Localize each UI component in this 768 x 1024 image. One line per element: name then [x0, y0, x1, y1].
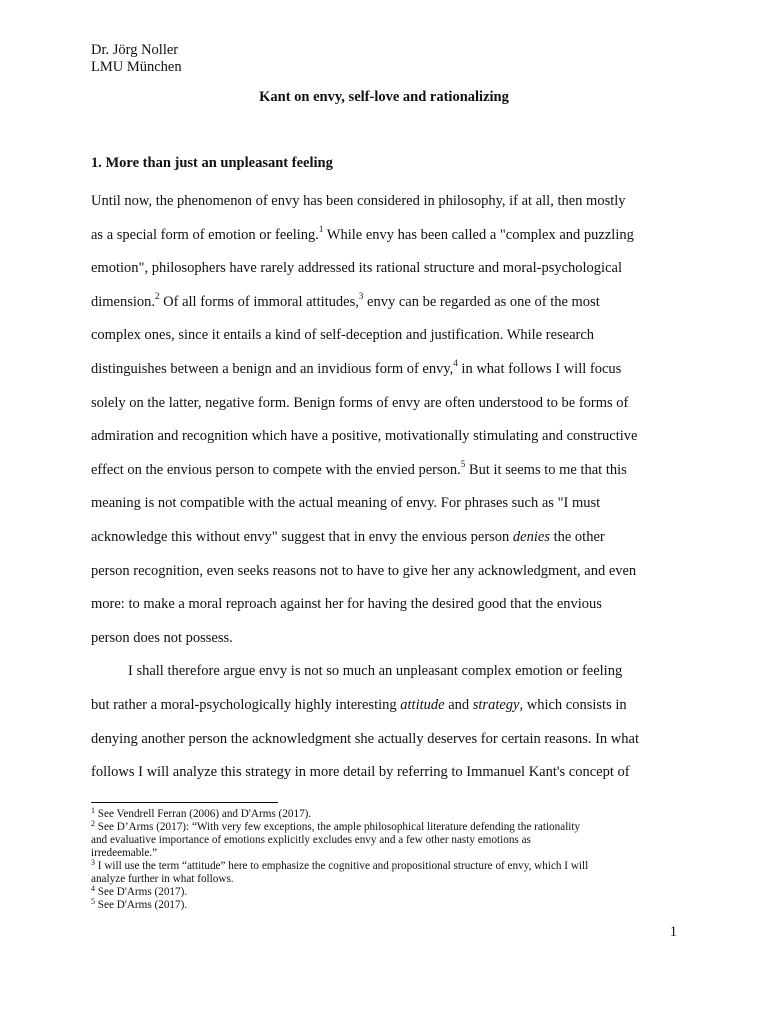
text-span: the other [549, 528, 605, 545]
text-line [91, 655, 691, 689]
footnote-line [91, 899, 691, 912]
text-span: follows I will analyze this strategy in more detail by referring to Immanuel Kant's concept of [91, 764, 630, 781]
text-span: acknowledge this without envy" suggest that in envy the envious person [91, 528, 513, 545]
footnote-ref[interactable]: 3 [358, 290, 364, 301]
footnote-text: irredeemable.” [91, 847, 158, 859]
text-line [91, 588, 691, 622]
text-span: meaning is not compatible with the actual meaning of envy. For phrases such as "I must [91, 495, 601, 512]
footnote-line [91, 886, 691, 899]
footnote-number: 1 [91, 806, 95, 815]
author-header [91, 42, 182, 76]
footnote-ref[interactable]: 5 [460, 458, 466, 469]
text-line [91, 420, 691, 454]
text-span: , which consists in [519, 696, 627, 713]
text-line [91, 387, 691, 421]
section-heading: 1. More than just an unpleasant feeling [91, 155, 333, 171]
footnote-text: and evaluative importance of emotions explicitly excludes envy and a few other nasty emotions as [91, 834, 531, 846]
text-span: solely on the latter, negative form. Benign forms of envy are often understood to be forms of [91, 394, 629, 411]
text-span: denying another person the acknowledgment she actually deserves for certain reasons. In what [91, 730, 639, 747]
text-line [91, 521, 691, 555]
text-span: emotion", philosophers have rarely addressed its rational structure and moral-psychological [91, 260, 622, 277]
text-span: but rather a moral-psychologically highly interesting [91, 696, 401, 713]
text-line [91, 319, 691, 353]
text-line [91, 286, 691, 320]
footnote-number: 3 [91, 858, 95, 867]
footnote-line [91, 821, 691, 834]
text-span: Until now, the phenomenon of envy has been considered in philosophy, if at all, then mostly [91, 193, 626, 209]
footnote-text: See D'Arms (2017). [95, 899, 188, 911]
italic-span: attitude [400, 696, 445, 713]
text-span: in what follows I will focus [457, 360, 622, 377]
text-span: distinguishes between a benign and an invidious form of envy, [91, 360, 454, 377]
document-title: Kant on envy, self-love and rationalizing [259, 89, 509, 105]
body-text [91, 185, 691, 790]
text-line [91, 555, 691, 589]
text-line [91, 185, 691, 219]
footnote-line [91, 834, 691, 847]
text-span: envy can be regarded as one of the most [363, 293, 600, 310]
text-span: But it seems to me that this [465, 461, 627, 478]
text-span: as a special form of emotion or feeling. [91, 226, 319, 243]
author-affiliation: LMU München [91, 59, 182, 75]
text-line [91, 622, 691, 656]
footnote-text: See Vendrell Ferran (2006) and D'Arms (2017). [95, 808, 312, 820]
footnote-line [91, 860, 691, 873]
footnote-ref[interactable]: 1 [318, 223, 324, 234]
footnote-text: See D'Arms (2017). [95, 886, 188, 898]
footnotes [91, 808, 691, 912]
text-line [91, 353, 691, 387]
text-span: admiration and recognition which have a positive, motivationally stimulating and constructive [91, 428, 638, 445]
text-span: While envy has been called a "complex and puzzling [323, 226, 634, 243]
footnote-text: See D’Arms (2017): “With very few exceptions, the ample philosophical literature defending the rationality [95, 821, 581, 833]
text-line [91, 723, 691, 757]
footnote-text: I will use the term “attitude” here to emphasize the cognitive and propositional structure of envy, which I will [95, 860, 589, 872]
italic-span: strategy [472, 696, 520, 713]
text-span: complex ones, since it entails a kind of self-deception and justification. While research [91, 327, 595, 344]
text-span: more: to make a moral reproach against her for having the desired good that the envious [91, 596, 602, 613]
footnote-number: 2 [91, 819, 95, 828]
footnote-ref[interactable]: 4 [453, 357, 458, 368]
text-span: Of all forms of immoral attitudes, [159, 293, 359, 310]
footnote-line [91, 808, 691, 821]
footnote-line [91, 873, 691, 886]
page-number: 1 [669, 924, 677, 940]
author-name: Dr. Jörg Noller [91, 42, 179, 58]
text-span: and [444, 696, 473, 713]
text-line [91, 252, 691, 286]
text-span: person does not possess. [91, 629, 233, 646]
text-line [91, 219, 691, 253]
footnote-number: 4 [91, 884, 95, 893]
footnote-divider [91, 802, 278, 803]
text-span: person recognition, even seeks reasons not to have to give her any acknowledgment, and even [91, 562, 637, 579]
text-line [91, 756, 691, 790]
footnote-ref[interactable]: 2 [155, 290, 160, 301]
text-line [91, 689, 691, 723]
footnote-line [91, 847, 691, 860]
footnote-number: 5 [91, 897, 95, 906]
text-line [91, 487, 691, 521]
italic-span: denies [512, 528, 550, 545]
text-span: dimension. [91, 293, 156, 310]
text-span: I shall therefore argue envy is not so much an unpleasant complex emotion or feeling [128, 663, 623, 680]
footnote-text: analyze further in what follows. [91, 873, 234, 885]
text-line [91, 454, 691, 488]
text-span: effect on the envious person to compete with the envied person. [91, 461, 461, 478]
